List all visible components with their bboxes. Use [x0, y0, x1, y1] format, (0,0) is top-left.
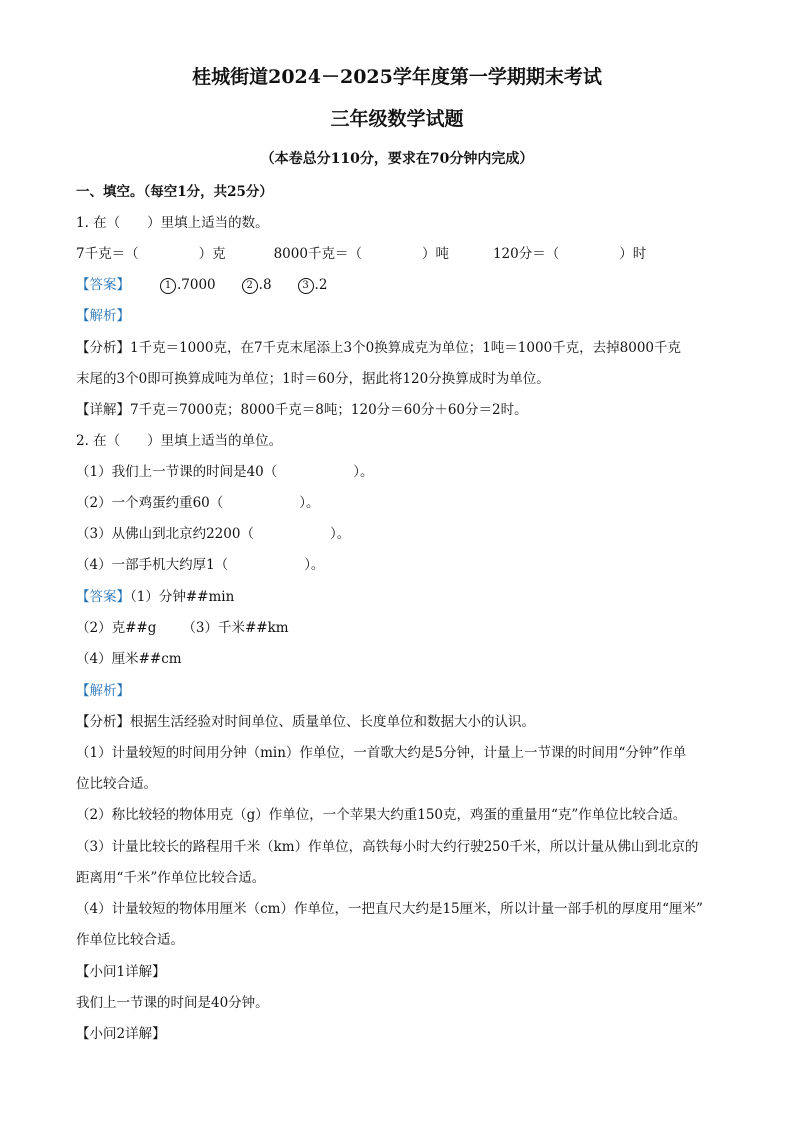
answer-value-2: .8 — [258, 277, 272, 293]
question-1-blanks — [76, 242, 646, 262]
item-close: ）。 — [353, 464, 374, 480]
answer-tag: 【答案】 — [76, 589, 130, 605]
blank-b-right: ）吨 — [421, 246, 449, 262]
blank-c-left: 120分＝（ — [492, 246, 560, 262]
answer-number-2: 2 — [242, 278, 258, 294]
analysis-tag-2: 【解析】 — [76, 683, 130, 699]
question-1-answer — [76, 273, 327, 294]
question-1-fenxi-line2: 末尾的3个0即可换算成吨为单位；1时＝60分，据此将120分换算成时为单位。 — [76, 371, 550, 387]
item-text: （3）从佛山到北京约2200（ — [76, 526, 254, 542]
answer-3: （3）千米##km — [182, 620, 289, 636]
blank-c-right: ）时 — [619, 246, 647, 262]
section-heading: 一、填空。（每空1分，共25分） — [76, 184, 273, 200]
answer-value-3: .2 — [314, 277, 328, 293]
question-2-p3-line1: （3）计量比较长的路程用千米（km）作单位，高铁每小时大约行驶250千米，所以计量从佛山到北京的 — [76, 839, 699, 855]
answer-number-1: 1 — [160, 278, 176, 294]
question-2-p1-line1: （1）计量较短的时间用分钟（min）作单位，一首歌大约是5分钟，计量上一节课的时间用“分钟”作单 — [76, 745, 687, 761]
answer-tag: 【答案】 — [76, 277, 130, 293]
item-text: （2）一个鸡蛋约重60（ — [76, 495, 224, 511]
item-close: ）。 — [329, 526, 351, 542]
subquestion-1-detail: 我们上一节课的时间是40分钟。 — [76, 995, 269, 1011]
question-2-answer-line1 — [76, 585, 234, 605]
question-2-p1-line2: 位比较合适。 — [76, 776, 157, 792]
blank-b-left: 8000千克＝（ — [273, 246, 362, 262]
answer-1: （1）分钟##min — [130, 589, 235, 605]
blank-a-right: ）克 — [198, 246, 226, 262]
detail-tag: 【详解】 — [76, 402, 130, 418]
answer-2: （2）克##g — [76, 620, 157, 636]
question-1-detail — [76, 398, 528, 418]
question-2-item-1 — [76, 460, 374, 480]
item-text: （1）我们上一节课的时间是40（ — [76, 464, 278, 480]
question-2-p4-line1: （4）计量较短的物体用厘米（cm）作单位，一把直尺大约是15厘米，所以计量一部手机的厚度用“厘米” — [76, 901, 703, 917]
answer-value-1: .7000 — [177, 277, 216, 293]
subquestion-2-tag: 【小问2详解】 — [76, 1026, 166, 1042]
fenxi-tag: 【分析】 — [76, 340, 130, 356]
question-2-p3-line2: 距离用“千米”作单位比较合适。 — [76, 870, 266, 886]
detail-text: 7千克＝7000克；8000千克＝8吨；120分＝60分＋60分＝2时。 — [130, 402, 528, 418]
question-1-fenxi-line1 — [76, 336, 681, 356]
subquestion-1-tag: 【小问1详解】 — [76, 964, 166, 980]
blank-a-left: 7千克＝（ — [76, 246, 139, 262]
item-close: ）。 — [304, 557, 325, 573]
question-2-p4-line2: 作单位比较合适。 — [76, 932, 184, 948]
question-2-item-2 — [76, 491, 320, 511]
question-2-stem: 2. 在（ ）里填上适当的单位。 — [76, 433, 283, 449]
question-2-answer-line2 — [76, 616, 289, 636]
exam-title: 桂城街道2024－2025学年度第一学期期末考试 — [192, 66, 602, 88]
question-2-answer-line3: （4）厘米##cm — [76, 651, 182, 667]
item-text: （4）一部手机大约厚1（ — [76, 557, 229, 573]
item-close: ）。 — [299, 495, 320, 511]
question-2-item-4 — [76, 553, 324, 573]
fenxi-tag: 【分析】 — [76, 714, 130, 730]
question-2-p2: （2）称比较轻的物体用克（g）作单位，一个苹果大约重150克，鸡蛋的重量用“克”作单位比较合适。 — [76, 807, 687, 823]
question-1-stem: 1. 在（ ）里填上适当的数。 — [76, 215, 269, 231]
answer-number-3: 3 — [298, 278, 314, 294]
exam-note: （本卷总分110分，要求在70分钟内完成） — [260, 151, 534, 167]
question-2-fenxi — [76, 710, 535, 730]
exam-subtitle: 三年级数学试题 — [330, 108, 464, 130]
analysis-tag: 【解析】 — [76, 308, 130, 324]
question-2-item-3 — [76, 522, 350, 542]
fenxi-text: 1千克＝1000克，在7千克末尾添上3个0换算成克为单位；1吨＝1000千克，去掉8000千克 — [130, 340, 682, 356]
fenxi-text: 根据生活经验对时间单位、质量单位、长度单位和数据大小的认识。 — [130, 714, 535, 730]
